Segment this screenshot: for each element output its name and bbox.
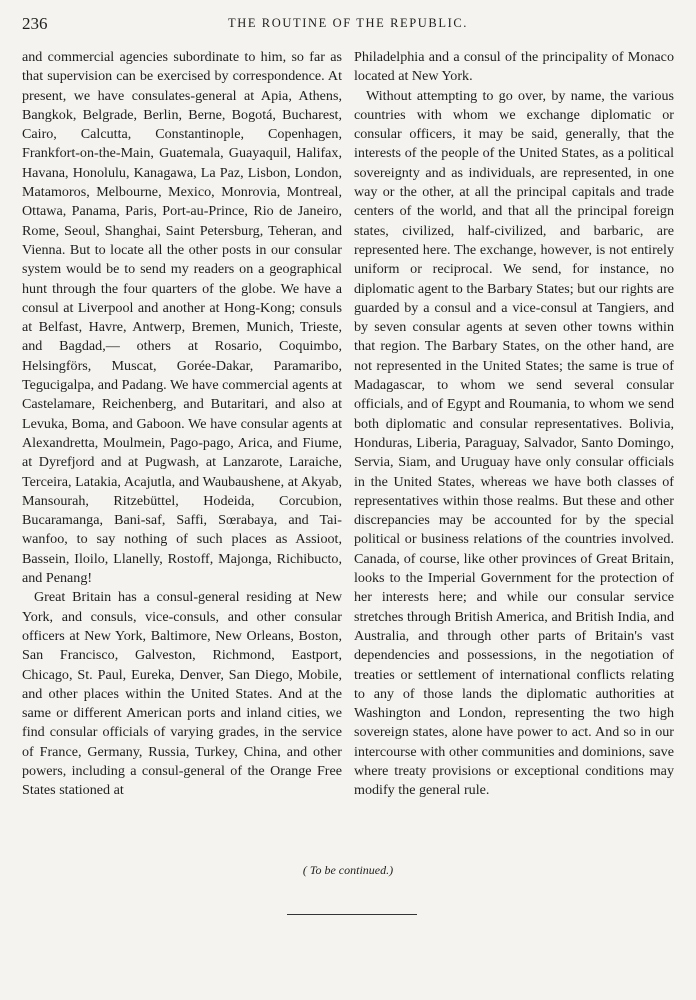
paragraph: and commercial agencies subordinate to him, so far as that supervision can be exercised by correspondence. At present, we have consulates-general at Apia, Athens, Bangkok, Belgrade, Berlin, Berne, Bogotá, Bucharest, Cairo, Calcutta, Constantinople, Copenhagen, Frankfort-on-the-Main, Guatemala, Guayaquil, Halifax, Havana, Honolulu, Kanagawa, La Paz, Lisbon, London, Matamoros, Melbourne, Mexico, Monrovia, Montreal, Ottawa, Panama, Paris, Port-au-Prince, Rio de Janeiro, Rome, Seoul, Shanghai, Saint Petersburg, Teheran, and Vienna. But to locate all the other posts in our consular system would be to send my readers on a geographical hunt through the four quarters of the globe. We have a consul at Liverpool and another at Hong-Kong; consuls at Belfast, Havre, Antwerp, Bremen, Munich, Trieste, and Bagdad,— others at Rosario, Coquimbo, Helsingförs, Muscat, Gorée-Dakar, Paramaribo, Tegucigalpa, and Padang. We have commercial agents at Castelamare, Reichenberg, and Butaritari, and also at Levuka, Boma, and Gaboon. We have consular agents at Alexandretta, Moulmein, Pago-pago, Arica, and Fiume, at Dyrefjord and at Pugwash, at Lanzarote, Laraiche, Terceira, Latakia, Acajutla, and Waubaushene, at Akyab, Mansourah, Ritzebüttel, Hodeida, Corcubion, Bucaramanga, Bani-saf, Saffi, Sœrabaya, and Tai-wanfoo, to say nothing of such places as Assioot, Bassein, Iloilo, Llanelly, Rostoff, Majonga, Richibucto, and Penang! <box>22 49 342 587</box>
left-column <box>22 48 342 801</box>
paragraph: Philadelphia and a consul of the principality of Monaco located at New York. <box>354 49 674 85</box>
page-number: 236 <box>22 14 48 33</box>
paragraph: Without attempting to go over, by name, the various countries with whom we exchange diplomatic or consular officers, it may be said, generally, that the interests of the people of the United States, as a political sovereignty and as individuals, are represented, in one way or the other, at all the principal capitals and trade centers of the world, and that all the principal foreign states, civilized, half-civilized, and barbaric, are represented here. The exchange, however, is not entirely uniform or reciprocal. We send, for instance, no diplomatic agent to the Barbary States; but our rights are guarded by a consul and a vice-consul at Tangiers, and by seven consular agents at seven other towns within that region. The Barbary States, on the other hand, are not represented in the United States; the same is true of Madagascar, to whom we send several consular officials, and of Egypt and Roumania, to whom we send both diplomatic and consular representatives. Bolivia, Honduras, Liberia, Paraguay, Salvador, Santo Domingo, Servia, Siam, and Uruguay have only consular officials in the United States, whereas we have both classes of representatives within those realms. But these and other discrepancies may be accounted for by the special political or business relations of the countries involved. Canada, of course, like other provinces of Great Britain, looks to the Imperial Government for the protection of her interests here; and while our consular service stretches through British America, and British India, and Australia, and through other parts of Britain's vast dependencies and possessions, in the negotiation of treaties or settlement of international conflicts relating to any of those lands the diplomatic authorities at Washington and London, representing the two high sovereign states, alone have power to act. And so in our intercourse with other communities and dominions, save where treaty provisions or exceptional conditions may modify the general rule. <box>354 87 674 799</box>
page-header <box>22 14 674 36</box>
running-head: THE ROUTINE OF THE REPUBLIC. <box>227 16 469 30</box>
text-columns <box>22 48 674 801</box>
to-be-continued-note: ( To be continued.) <box>302 863 394 877</box>
closing-rule <box>287 914 417 915</box>
paragraph: Great Britain has a consul-general residing at New York, and consuls, vice-consuls, and other consular officers at New York, Baltimore, New Orleans, Boston, San Francisco, Galveston, Richmond, Eastport, Chicago, St. Paul, Eureka, Denver, San Diego, Mobile, and other places within the United States. And at the same or different American ports and inland cities, we find consular officials of varying grades, in the service of France, Germany, Russia, Turkey, China, and other powers, including a consul-general of the Orange Free States stationed at <box>22 589 342 799</box>
right-column <box>354 48 674 801</box>
